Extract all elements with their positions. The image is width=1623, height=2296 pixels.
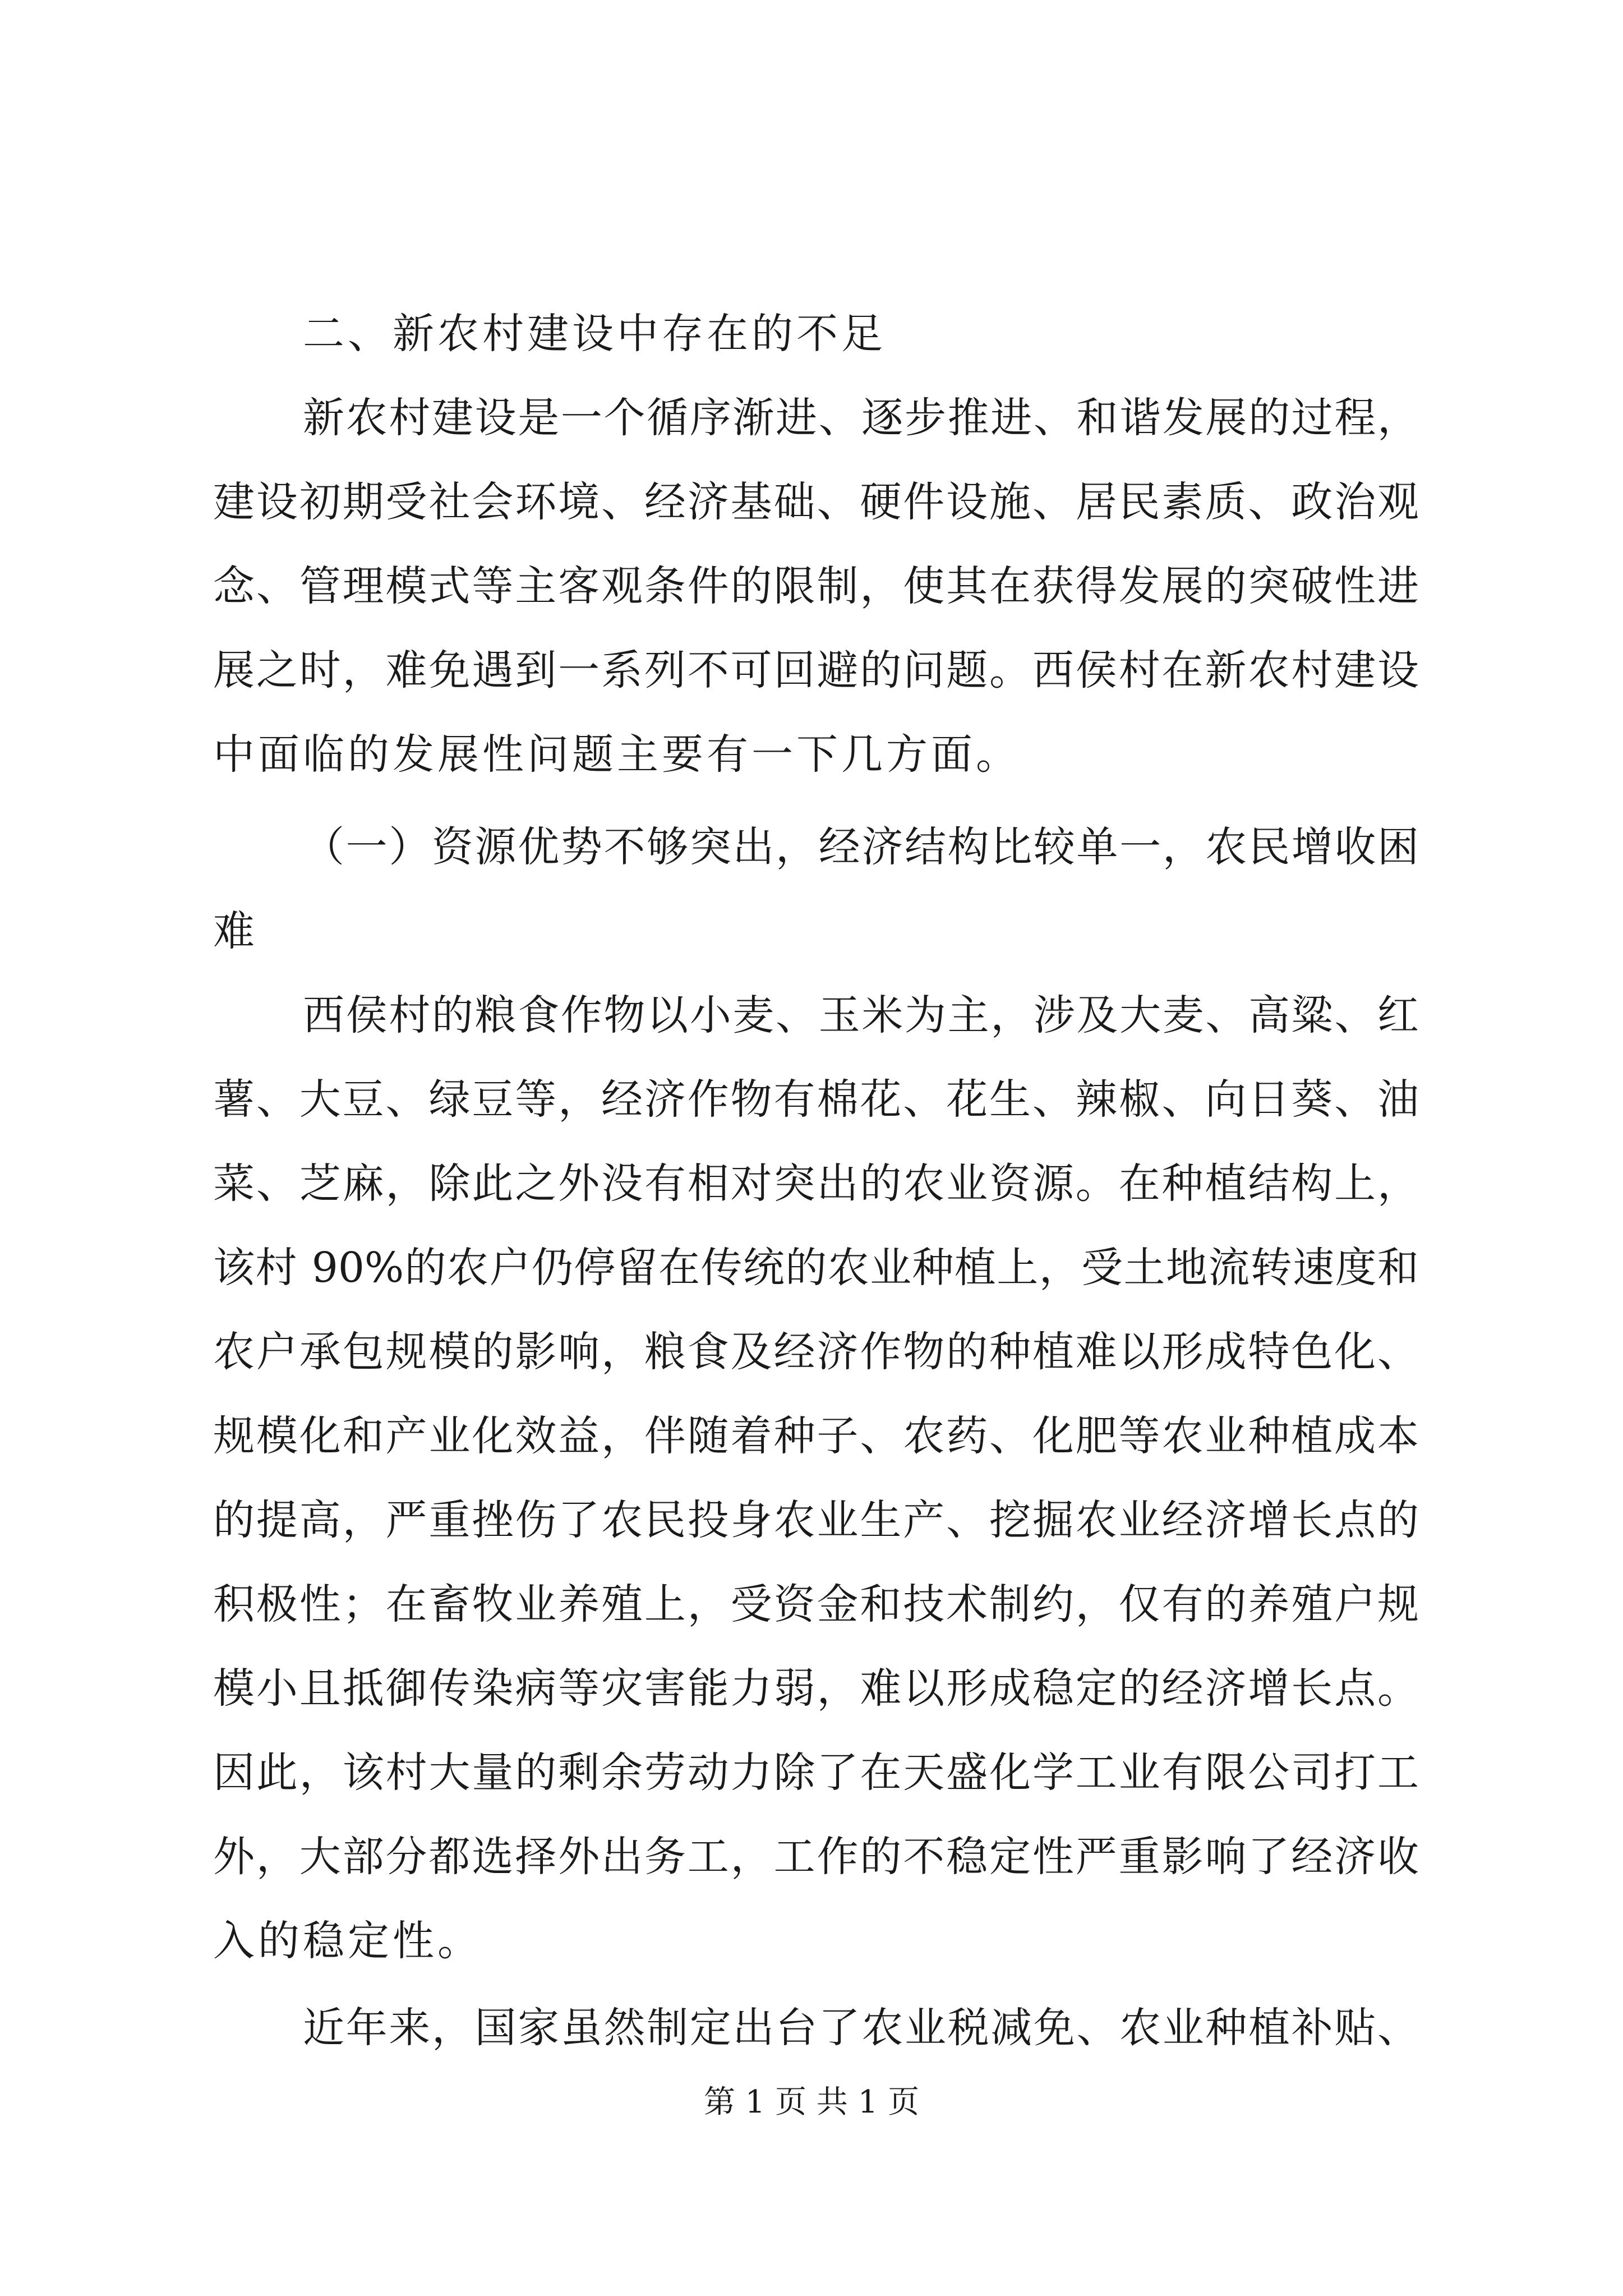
paragraph-line: 建设初期受社会环境、经济基础、硬件设施、居民素质、政治观 [213,478,1419,526]
paragraph-line: 积极性；在畜牧业养殖上，受资金和技术制约，仅有的养殖户规 [213,1580,1419,1628]
paragraph-line: 模小且抵御传染病等灾害能力弱，难以形成稳定的经济增长点。 [213,1664,1419,1713]
paragraph-line: 新农村建设是一个循序渐进、逐步推进、和谐发展的过程， [303,394,1419,442]
page-footer: 第 1 页 共 1 页 [703,2084,920,2120]
paragraph-line: 的提高，严重挫伤了农民投身农业生产、挖掘农业经济增长点的 [213,1496,1419,1544]
paragraph-line: 念、管理模式等主客观条件的限制，使其在获得发展的突破性进 [213,562,1419,610]
section-heading: 二、新农村建设中存在的不足 [303,310,886,358]
paragraph-line: 薯、大豆、绿豆等，经济作物有棉花、花生、辣椒、向日葵、油 [213,1075,1419,1124]
paragraph-line: 菜、芝麻，除此之外没有相对突出的农业资源。在种植结构上， [213,1159,1419,1208]
paragraph-line: 因此，该村大量的剩余劳动力除了在天盛化学工业有限公司打工 [213,1749,1419,1797]
paragraph-line: 农户承包规模的影响，粮食及经济作物的种植难以形成特色化、 [213,1328,1419,1376]
paragraph-line: 规模化和产业化效益，伴随着种子、农药、化肥等农业种植成本 [213,1412,1419,1460]
paragraph-line: 西侯村的粮食作物以小麦、玉米为主，涉及大麦、高粱、红 [303,991,1419,1039]
paragraph-line: 展之时，难免遇到一系列不可回避的问题。西侯村在新农村建设 [213,646,1419,694]
subsection-heading-continued: 难 [213,907,258,955]
paragraph-line: 外，大部分都选择外出务工，工作的不稳定性严重影响了经济收 [213,1833,1419,1881]
subsection-heading: （一）资源优势不够突出，经济结构比较单一，农民增收困 [303,823,1419,871]
paragraph-line: 入的稳定性。 [213,1917,482,1965]
paragraph-line: 中面临的发展性问题主要有一下几方面。 [213,730,1021,779]
paragraph-line: 近年来，国家虽然制定出台了农业税减免、农业种植补贴、 [303,2004,1419,2052]
paragraph-line: 该村 90%的农户仍停留在传统的农业种植上，受土地流转速度和 [213,1244,1419,1292]
